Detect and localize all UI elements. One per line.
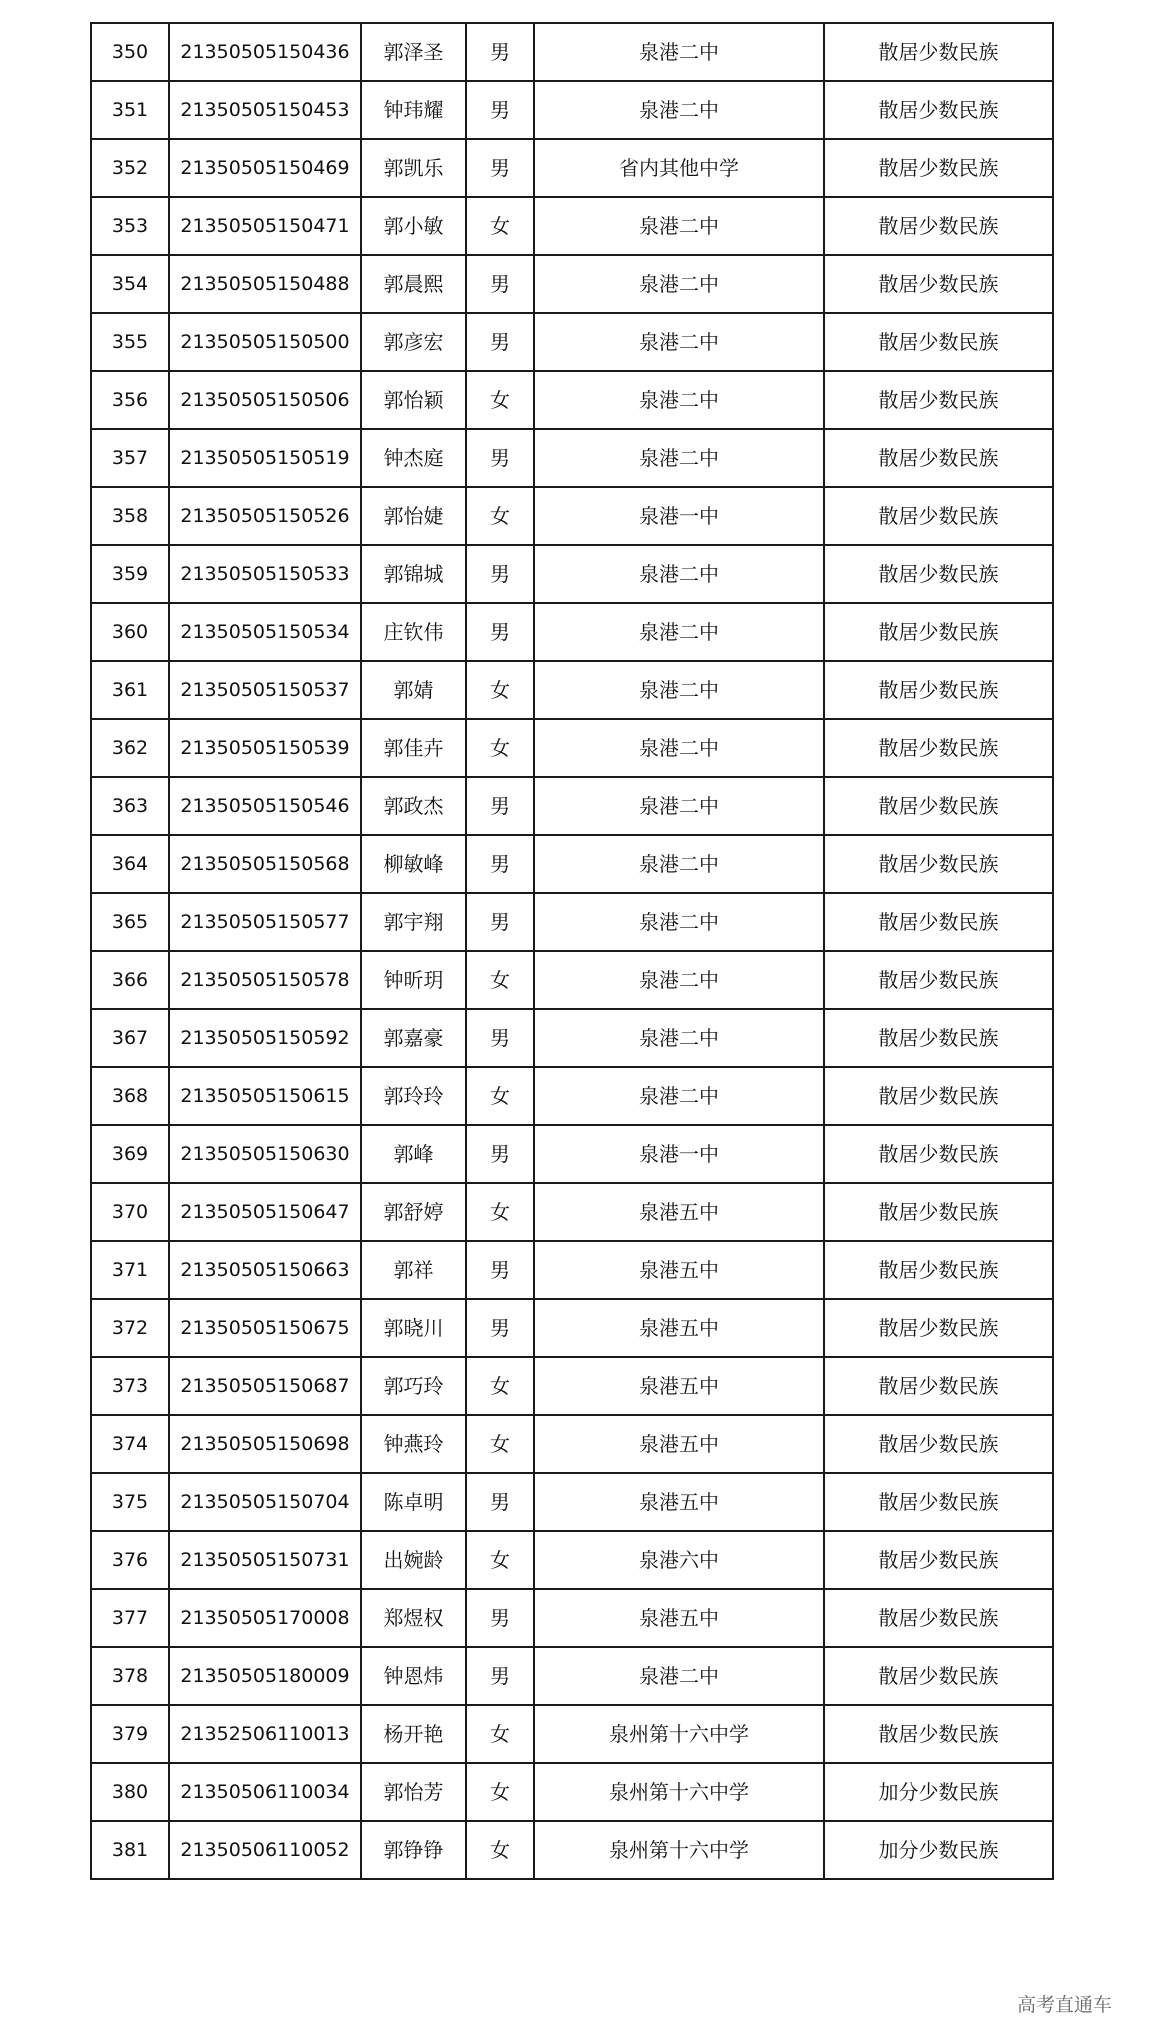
row-number-cell: 359	[91, 545, 169, 603]
school-cell: 泉港二中	[534, 429, 824, 487]
table-row	[91, 1705, 1053, 1763]
table-row	[91, 1357, 1053, 1415]
gender-cell: 女	[466, 1705, 534, 1763]
exam-id-cell: 21350505150663	[169, 1241, 361, 1299]
table-row	[91, 661, 1053, 719]
row-number-cell: 378	[91, 1647, 169, 1705]
row-number-cell: 379	[91, 1705, 169, 1763]
gender-cell: 女	[466, 1067, 534, 1125]
student-list-sheet	[90, 22, 1052, 1880]
category-cell: 散居少数民族	[824, 777, 1053, 835]
exam-id-cell: 21350505150471	[169, 197, 361, 255]
school-cell: 泉州第十六中学	[534, 1705, 824, 1763]
exam-id-cell: 21350505150506	[169, 371, 361, 429]
exam-id-cell: 21350505150488	[169, 255, 361, 313]
gender-cell: 女	[466, 1357, 534, 1415]
row-number-cell: 377	[91, 1589, 169, 1647]
table-row	[91, 1125, 1053, 1183]
school-cell: 泉港二中	[534, 81, 824, 139]
row-number-cell: 374	[91, 1415, 169, 1473]
gender-cell: 男	[466, 1125, 534, 1183]
exam-id-cell: 21350505150519	[169, 429, 361, 487]
student-name-cell: 郭怡婕	[361, 487, 466, 545]
student-name-cell: 郭晓川	[361, 1299, 466, 1357]
student-name-cell: 郭舒婷	[361, 1183, 466, 1241]
student-name-cell: 杨开艳	[361, 1705, 466, 1763]
table-row	[91, 487, 1053, 545]
row-number-cell: 361	[91, 661, 169, 719]
gender-cell: 男	[466, 81, 534, 139]
school-cell: 泉港五中	[534, 1299, 824, 1357]
row-number-cell: 355	[91, 313, 169, 371]
row-number-cell: 356	[91, 371, 169, 429]
gender-cell: 男	[466, 1589, 534, 1647]
school-cell: 泉港二中	[534, 1647, 824, 1705]
school-cell: 泉港二中	[534, 777, 824, 835]
gender-cell: 男	[466, 545, 534, 603]
school-cell: 泉港二中	[534, 1067, 824, 1125]
category-cell: 散居少数民族	[824, 371, 1053, 429]
gender-cell: 男	[466, 1647, 534, 1705]
exam-id-cell: 21350505150577	[169, 893, 361, 951]
student-name-cell: 郭婧	[361, 661, 466, 719]
row-number-cell: 376	[91, 1531, 169, 1589]
gender-cell: 男	[466, 1299, 534, 1357]
gender-cell: 男	[466, 1241, 534, 1299]
row-number-cell: 358	[91, 487, 169, 545]
student-name-cell: 郭泽圣	[361, 23, 466, 81]
school-cell: 泉港五中	[534, 1183, 824, 1241]
gender-cell: 男	[466, 139, 534, 197]
exam-id-cell: 21352506110013	[169, 1705, 361, 1763]
watermark-text: 高考直通车	[1017, 1994, 1113, 2016]
gender-cell: 男	[466, 313, 534, 371]
category-cell: 散居少数民族	[824, 1009, 1053, 1067]
exam-id-cell: 21350505150731	[169, 1531, 361, 1589]
student-name-cell: 郭锦城	[361, 545, 466, 603]
table-row	[91, 429, 1053, 487]
exam-id-cell: 21350505150436	[169, 23, 361, 81]
school-cell: 泉港一中	[534, 1125, 824, 1183]
table-row	[91, 371, 1053, 429]
category-cell: 散居少数民族	[824, 1125, 1053, 1183]
gender-cell: 男	[466, 429, 534, 487]
student-name-cell: 郭怡芳	[361, 1763, 466, 1821]
category-cell: 散居少数民族	[824, 1473, 1053, 1531]
exam-id-cell: 21350505150533	[169, 545, 361, 603]
table-row	[91, 1531, 1053, 1589]
exam-id-cell: 21350505150592	[169, 1009, 361, 1067]
exam-id-cell: 21350505150578	[169, 951, 361, 1009]
exam-id-cell: 21350505150500	[169, 313, 361, 371]
table-row	[91, 719, 1053, 777]
gender-cell: 女	[466, 1415, 534, 1473]
student-name-cell: 柳敏峰	[361, 835, 466, 893]
gender-cell: 女	[466, 661, 534, 719]
gender-cell: 男	[466, 893, 534, 951]
table-row	[91, 545, 1053, 603]
student-table	[90, 22, 1054, 1880]
school-cell: 泉港二中	[534, 661, 824, 719]
row-number-cell: 381	[91, 1821, 169, 1879]
student-name-cell: 郭彦宏	[361, 313, 466, 371]
school-cell: 泉港五中	[534, 1357, 824, 1415]
table-row	[91, 1763, 1053, 1821]
student-name-cell: 出婉龄	[361, 1531, 466, 1589]
category-cell: 散居少数民族	[824, 313, 1053, 371]
row-number-cell: 370	[91, 1183, 169, 1241]
exam-id-cell: 21350505150469	[169, 139, 361, 197]
school-cell: 泉港五中	[534, 1415, 824, 1473]
student-name-cell: 庄钦伟	[361, 603, 466, 661]
school-cell: 泉港二中	[534, 603, 824, 661]
table-row	[91, 1183, 1053, 1241]
row-number-cell: 354	[91, 255, 169, 313]
gender-cell: 男	[466, 1473, 534, 1531]
table-row	[91, 603, 1053, 661]
table-row	[91, 197, 1053, 255]
gender-cell: 男	[466, 777, 534, 835]
exam-id-cell: 21350505150568	[169, 835, 361, 893]
gender-cell: 男	[466, 835, 534, 893]
row-number-cell: 367	[91, 1009, 169, 1067]
row-number-cell: 360	[91, 603, 169, 661]
school-cell: 省内其他中学	[534, 139, 824, 197]
table-row	[91, 313, 1053, 371]
row-number-cell: 350	[91, 23, 169, 81]
row-number-cell: 365	[91, 893, 169, 951]
category-cell: 加分少数民族	[824, 1763, 1053, 1821]
category-cell: 散居少数民族	[824, 197, 1053, 255]
category-cell: 散居少数民族	[824, 255, 1053, 313]
category-cell: 散居少数民族	[824, 1589, 1053, 1647]
exam-id-cell: 21350505150675	[169, 1299, 361, 1357]
category-cell: 散居少数民族	[824, 1705, 1053, 1763]
category-cell: 散居少数民族	[824, 429, 1053, 487]
category-cell: 散居少数民族	[824, 23, 1053, 81]
gender-cell: 女	[466, 1531, 534, 1589]
category-cell: 散居少数民族	[824, 1299, 1053, 1357]
category-cell: 散居少数民族	[824, 661, 1053, 719]
table-row	[91, 1415, 1053, 1473]
category-cell: 散居少数民族	[824, 835, 1053, 893]
school-cell: 泉港二中	[534, 371, 824, 429]
category-cell: 散居少数民族	[824, 1183, 1053, 1241]
category-cell: 散居少数民族	[824, 1067, 1053, 1125]
exam-id-cell: 21350505150630	[169, 1125, 361, 1183]
gender-cell: 女	[466, 719, 534, 777]
student-name-cell: 郭小敏	[361, 197, 466, 255]
student-name-cell: 郭宇翔	[361, 893, 466, 951]
table-row	[91, 1299, 1053, 1357]
student-name-cell: 陈卓明	[361, 1473, 466, 1531]
student-name-cell: 钟昕玥	[361, 951, 466, 1009]
table-row	[91, 1589, 1053, 1647]
table-row	[91, 1647, 1053, 1705]
category-cell: 散居少数民族	[824, 893, 1053, 951]
school-cell: 泉港二中	[534, 719, 824, 777]
table-row	[91, 139, 1053, 197]
table-row	[91, 255, 1053, 313]
row-number-cell: 363	[91, 777, 169, 835]
table-row	[91, 1067, 1053, 1125]
school-cell: 泉州第十六中学	[534, 1821, 824, 1879]
student-name-cell: 钟燕玲	[361, 1415, 466, 1473]
category-cell: 散居少数民族	[824, 1241, 1053, 1299]
gender-cell: 女	[466, 951, 534, 1009]
school-cell: 泉港二中	[534, 313, 824, 371]
student-name-cell: 郭巧玲	[361, 1357, 466, 1415]
student-name-cell: 郭峰	[361, 1125, 466, 1183]
table-row	[91, 1473, 1053, 1531]
exam-id-cell: 21350505150687	[169, 1357, 361, 1415]
school-cell: 泉港五中	[534, 1589, 824, 1647]
table-row	[91, 1009, 1053, 1067]
table-row	[91, 1241, 1053, 1299]
category-cell: 散居少数民族	[824, 603, 1053, 661]
category-cell: 散居少数民族	[824, 1357, 1053, 1415]
student-name-cell: 郭佳卉	[361, 719, 466, 777]
exam-id-cell: 21350505150615	[169, 1067, 361, 1125]
student-name-cell: 郑煜权	[361, 1589, 466, 1647]
exam-id-cell: 21350505150453	[169, 81, 361, 139]
exam-id-cell: 21350505150537	[169, 661, 361, 719]
student-name-cell: 郭政杰	[361, 777, 466, 835]
school-cell: 泉港二中	[534, 545, 824, 603]
school-cell: 泉州第十六中学	[534, 1763, 824, 1821]
gender-cell: 男	[466, 1009, 534, 1067]
row-number-cell: 352	[91, 139, 169, 197]
gender-cell: 男	[466, 23, 534, 81]
exam-id-cell: 21350505150698	[169, 1415, 361, 1473]
exam-id-cell: 21350506110052	[169, 1821, 361, 1879]
gender-cell: 女	[466, 197, 534, 255]
exam-id-cell: 21350506110034	[169, 1763, 361, 1821]
category-cell: 散居少数民族	[824, 545, 1053, 603]
school-cell: 泉港一中	[534, 487, 824, 545]
exam-id-cell: 21350505150546	[169, 777, 361, 835]
school-cell: 泉港二中	[534, 197, 824, 255]
school-cell: 泉港二中	[534, 1009, 824, 1067]
gender-cell: 女	[466, 1821, 534, 1879]
exam-id-cell: 21350505150539	[169, 719, 361, 777]
table-row	[91, 1821, 1053, 1879]
school-cell: 泉港二中	[534, 255, 824, 313]
student-name-cell: 郭铮铮	[361, 1821, 466, 1879]
student-name-cell: 郭晨熙	[361, 255, 466, 313]
category-cell: 加分少数民族	[824, 1821, 1053, 1879]
row-number-cell: 373	[91, 1357, 169, 1415]
table-row	[91, 23, 1053, 81]
school-cell: 泉港二中	[534, 951, 824, 1009]
table-row	[91, 951, 1053, 1009]
row-number-cell: 369	[91, 1125, 169, 1183]
student-name-cell: 郭凯乐	[361, 139, 466, 197]
row-number-cell: 372	[91, 1299, 169, 1357]
gender-cell: 男	[466, 255, 534, 313]
student-name-cell: 郭玲玲	[361, 1067, 466, 1125]
row-number-cell: 371	[91, 1241, 169, 1299]
category-cell: 散居少数民族	[824, 1415, 1053, 1473]
student-name-cell: 钟玮耀	[361, 81, 466, 139]
row-number-cell: 353	[91, 197, 169, 255]
exam-id-cell: 21350505150534	[169, 603, 361, 661]
gender-cell: 女	[466, 371, 534, 429]
category-cell: 散居少数民族	[824, 81, 1053, 139]
category-cell: 散居少数民族	[824, 719, 1053, 777]
exam-id-cell: 21350505180009	[169, 1647, 361, 1705]
category-cell: 散居少数民族	[824, 487, 1053, 545]
school-cell: 泉港二中	[534, 835, 824, 893]
school-cell: 泉港六中	[534, 1531, 824, 1589]
school-cell: 泉港二中	[534, 23, 824, 81]
row-number-cell: 362	[91, 719, 169, 777]
row-number-cell: 368	[91, 1067, 169, 1125]
row-number-cell: 357	[91, 429, 169, 487]
gender-cell: 女	[466, 1183, 534, 1241]
table-row	[91, 835, 1053, 893]
school-cell: 泉港五中	[534, 1241, 824, 1299]
category-cell: 散居少数民族	[824, 1531, 1053, 1589]
school-cell: 泉港二中	[534, 893, 824, 951]
exam-id-cell: 21350505150526	[169, 487, 361, 545]
row-number-cell: 351	[91, 81, 169, 139]
gender-cell: 女	[466, 487, 534, 545]
exam-id-cell: 21350505150647	[169, 1183, 361, 1241]
gender-cell: 女	[466, 1763, 534, 1821]
exam-id-cell: 21350505150704	[169, 1473, 361, 1531]
school-cell: 泉港五中	[534, 1473, 824, 1531]
category-cell: 散居少数民族	[824, 951, 1053, 1009]
student-name-cell: 郭嘉豪	[361, 1009, 466, 1067]
row-number-cell: 380	[91, 1763, 169, 1821]
table-row	[91, 777, 1053, 835]
table-row	[91, 81, 1053, 139]
category-cell: 散居少数民族	[824, 1647, 1053, 1705]
student-name-cell: 钟杰庭	[361, 429, 466, 487]
student-table-body	[91, 23, 1053, 1879]
table-row	[91, 893, 1053, 951]
row-number-cell: 366	[91, 951, 169, 1009]
row-number-cell: 364	[91, 835, 169, 893]
gender-cell: 男	[466, 603, 534, 661]
exam-id-cell: 21350505170008	[169, 1589, 361, 1647]
student-name-cell: 钟恩炜	[361, 1647, 466, 1705]
row-number-cell: 375	[91, 1473, 169, 1531]
student-name-cell: 郭祥	[361, 1241, 466, 1299]
category-cell: 散居少数民族	[824, 139, 1053, 197]
student-name-cell: 郭怡颖	[361, 371, 466, 429]
